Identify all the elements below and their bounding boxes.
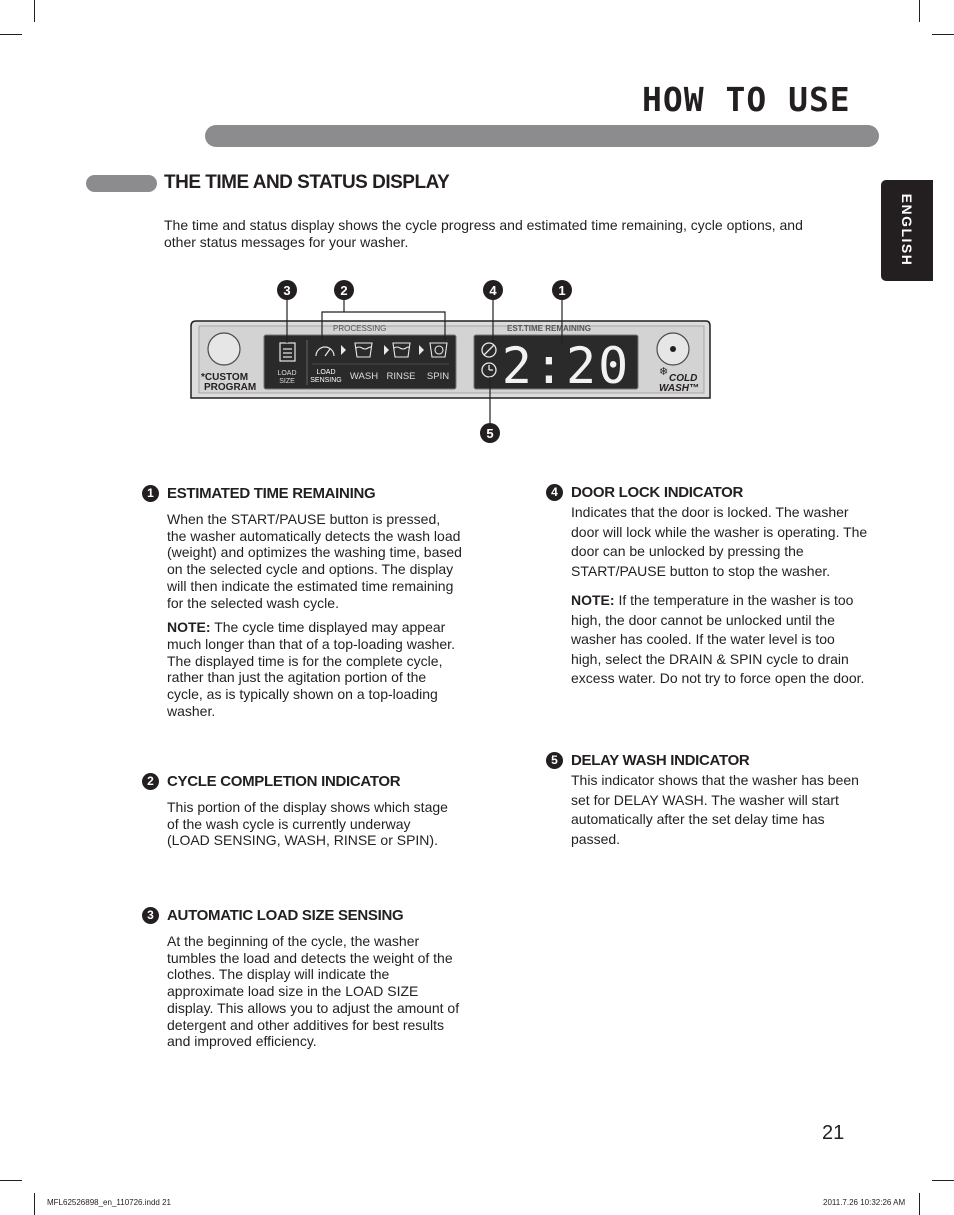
- footer-file-info: MFL62526898_en_110726.indd 21: [47, 1198, 171, 1207]
- item-note: [571, 591, 869, 689]
- item-heading: CYCLE COMPLETION INDICATOR: [167, 773, 401, 790]
- page-number: 21: [822, 1122, 845, 1144]
- processing-label: PROCESSING: [333, 324, 387, 333]
- page-header-title: HOW TO USE: [642, 80, 851, 119]
- item-number: 3: [142, 907, 159, 924]
- note-label: NOTE:: [571, 592, 615, 608]
- time-readout: 2:20: [501, 337, 631, 395]
- est-time-label: EST.TIME REMAINING: [507, 324, 592, 333]
- note-text: If the temperature in the washer is too high, the door cannot be unlocked until the washer has cooled. If the water level is too high, select the DRAIN & SPIN cycle to drain excess water. Do not try to force open the door.: [571, 592, 865, 686]
- crop-mark: [0, 34, 22, 35]
- intro-paragraph: The time and status display shows the cycle progress and estimated time remaining, cycle options, and other status messages for your washer.: [164, 217, 803, 250]
- stage-wash-label: WASH: [349, 371, 379, 382]
- language-tab: [881, 180, 933, 281]
- item-body-text: This portion of the display shows which stage of the wash cycle is currently underway (LOAD SENSING, WASH, RINSE or SPIN).: [167, 799, 448, 849]
- header-bar: [205, 125, 879, 147]
- svg-text:2: 2: [340, 283, 348, 298]
- svg-text:5: 5: [486, 426, 494, 441]
- note-text: The cycle time displayed may appear much longer than that of a top-loading washer. The displayed time is for the complete cycle, rather than just the agitation portion of the cycle, as is typically shown on a top-loading washer.: [167, 619, 455, 719]
- snowflake-icon: ❄: [659, 365, 669, 378]
- item-number: 5: [546, 752, 563, 769]
- load-sensing-label: SENSING: [310, 377, 342, 384]
- item-number: 4: [546, 484, 563, 501]
- custom-program-button: [208, 333, 240, 365]
- load-sensing-label: LOAD: [316, 369, 336, 376]
- item-body: [167, 799, 457, 849]
- svg-text:3: 3: [283, 283, 291, 298]
- item-body-text: At the beginning of the cycle, the washer tumbles the load and detects the weight of the clothes. The display will indicate the approximate load size in the LOAD SIZE display. This allows you to adjust the amount of detergent and other additives for best results and improved efficiency.: [167, 933, 460, 1050]
- item-heading: ESTIMATED TIME REMAINING: [167, 485, 376, 502]
- load-size-label: SIZE: [279, 378, 295, 385]
- footer-timestamp: 2011.7.26 10:32:26 AM: [823, 1198, 906, 1207]
- item-heading: DELAY WASH INDICATOR: [571, 752, 750, 769]
- section-title: THE TIME AND STATUS DISPLAY: [164, 172, 450, 193]
- item-body-text: Indicates that the door is locked. The washer door will lock while the washer is operating. The door can be unlocked by pressing the START/PAUSE button to stop the washer.: [571, 504, 868, 579]
- item-body-text: This indicator shows that the washer has been set for DELAY WASH. The washer will start automatically after the set delay time has passed.: [571, 772, 859, 847]
- cold-wash-label: WASH™: [659, 383, 699, 394]
- crop-mark: [932, 1180, 954, 1181]
- svg-text:1: 1: [558, 283, 566, 298]
- custom-program-label: PROGRAM: [204, 382, 257, 393]
- item-heading: DOOR LOCK INDICATOR: [571, 484, 744, 501]
- item-body-text: When the START/PAUSE button is pressed, the washer automatically detects the wash load (weight) and optimizes the washing time, based on the selected cycle and options. The display will then indicate the estimated time remaining for the selected wash cycle.: [167, 511, 462, 611]
- item-heading: AUTOMATIC LOAD SIZE SENSING: [167, 907, 404, 924]
- crop-mark: [34, 1193, 35, 1215]
- crop-mark: [932, 34, 954, 35]
- item-body: [167, 511, 462, 719]
- section-pill: [86, 175, 157, 192]
- crop-mark: [919, 0, 920, 22]
- stage-spin-label: SPIN: [426, 371, 450, 382]
- note-label: NOTE:: [167, 619, 211, 636]
- item-body: [571, 503, 869, 689]
- crop-mark: [34, 0, 35, 22]
- item-body: [167, 933, 463, 1050]
- language-label: ENGLISH: [899, 193, 915, 267]
- cold-wash-label: COLD: [669, 373, 698, 384]
- svg-text:4: 4: [489, 283, 497, 298]
- item-number: 1: [142, 485, 159, 502]
- item-body: [571, 771, 866, 849]
- crop-mark: [0, 1180, 22, 1181]
- control-panel-illustration: [0, 270, 954, 450]
- cold-wash-led: [670, 346, 676, 352]
- stage-rinse-label: RINSE: [386, 371, 416, 382]
- load-size-label: LOAD: [277, 370, 297, 377]
- crop-mark: [919, 1193, 920, 1215]
- custom-program-label: *CUSTOM: [201, 372, 249, 383]
- item-note: [167, 619, 462, 719]
- item-number: 2: [142, 773, 159, 790]
